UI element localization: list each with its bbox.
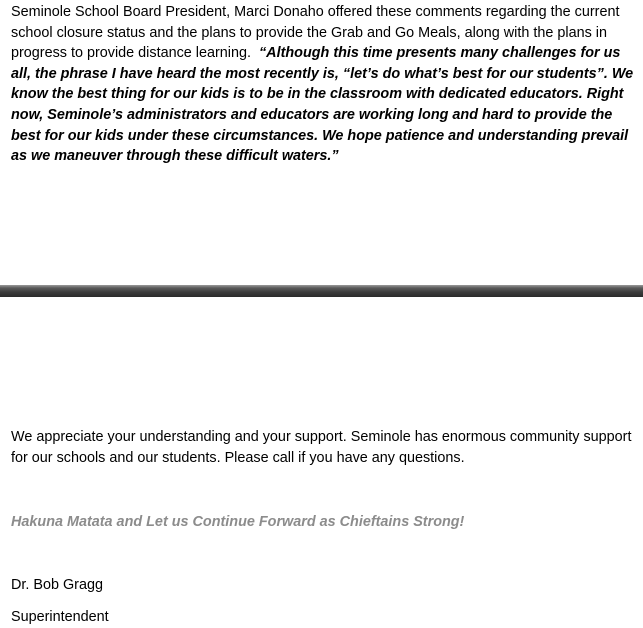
board-comment-paragraph	[11, 2, 639, 167]
closing-motto: Hakuna Matata and Let us Continue Forward as Chieftains Strong!	[11, 514, 465, 530]
support-paragraph: We appreciate your understanding and your support. Seminole has enormous community support for our schools and our students. Please call if you have any questions.	[11, 429, 632, 466]
signature-title: Superintendent	[11, 609, 109, 625]
board-comment-quote: “Although this time presents many challenges for us all, the phrase I have heard the most recently is, “let’s do what’s best for our students”. We know the best thing for our kids is to be in the classroom with dedicated educators. Right now, Seminole’s administrators and educators are working long and hard to provide the best for our kids under these circumstances. We hope patience and understanding prevail as we maneuver through these difficult waters.”	[11, 45, 634, 165]
board-comment-intro: Seminole School Board President, Marci Donaho offered these comments regarding the current school closure status and the plans to provide the Grab and Go Meals, along with the plans in progress to provide distance learning.	[11, 4, 620, 62]
page-break-divider	[0, 285, 643, 297]
signature-name: Dr. Bob Gragg	[11, 577, 103, 593]
